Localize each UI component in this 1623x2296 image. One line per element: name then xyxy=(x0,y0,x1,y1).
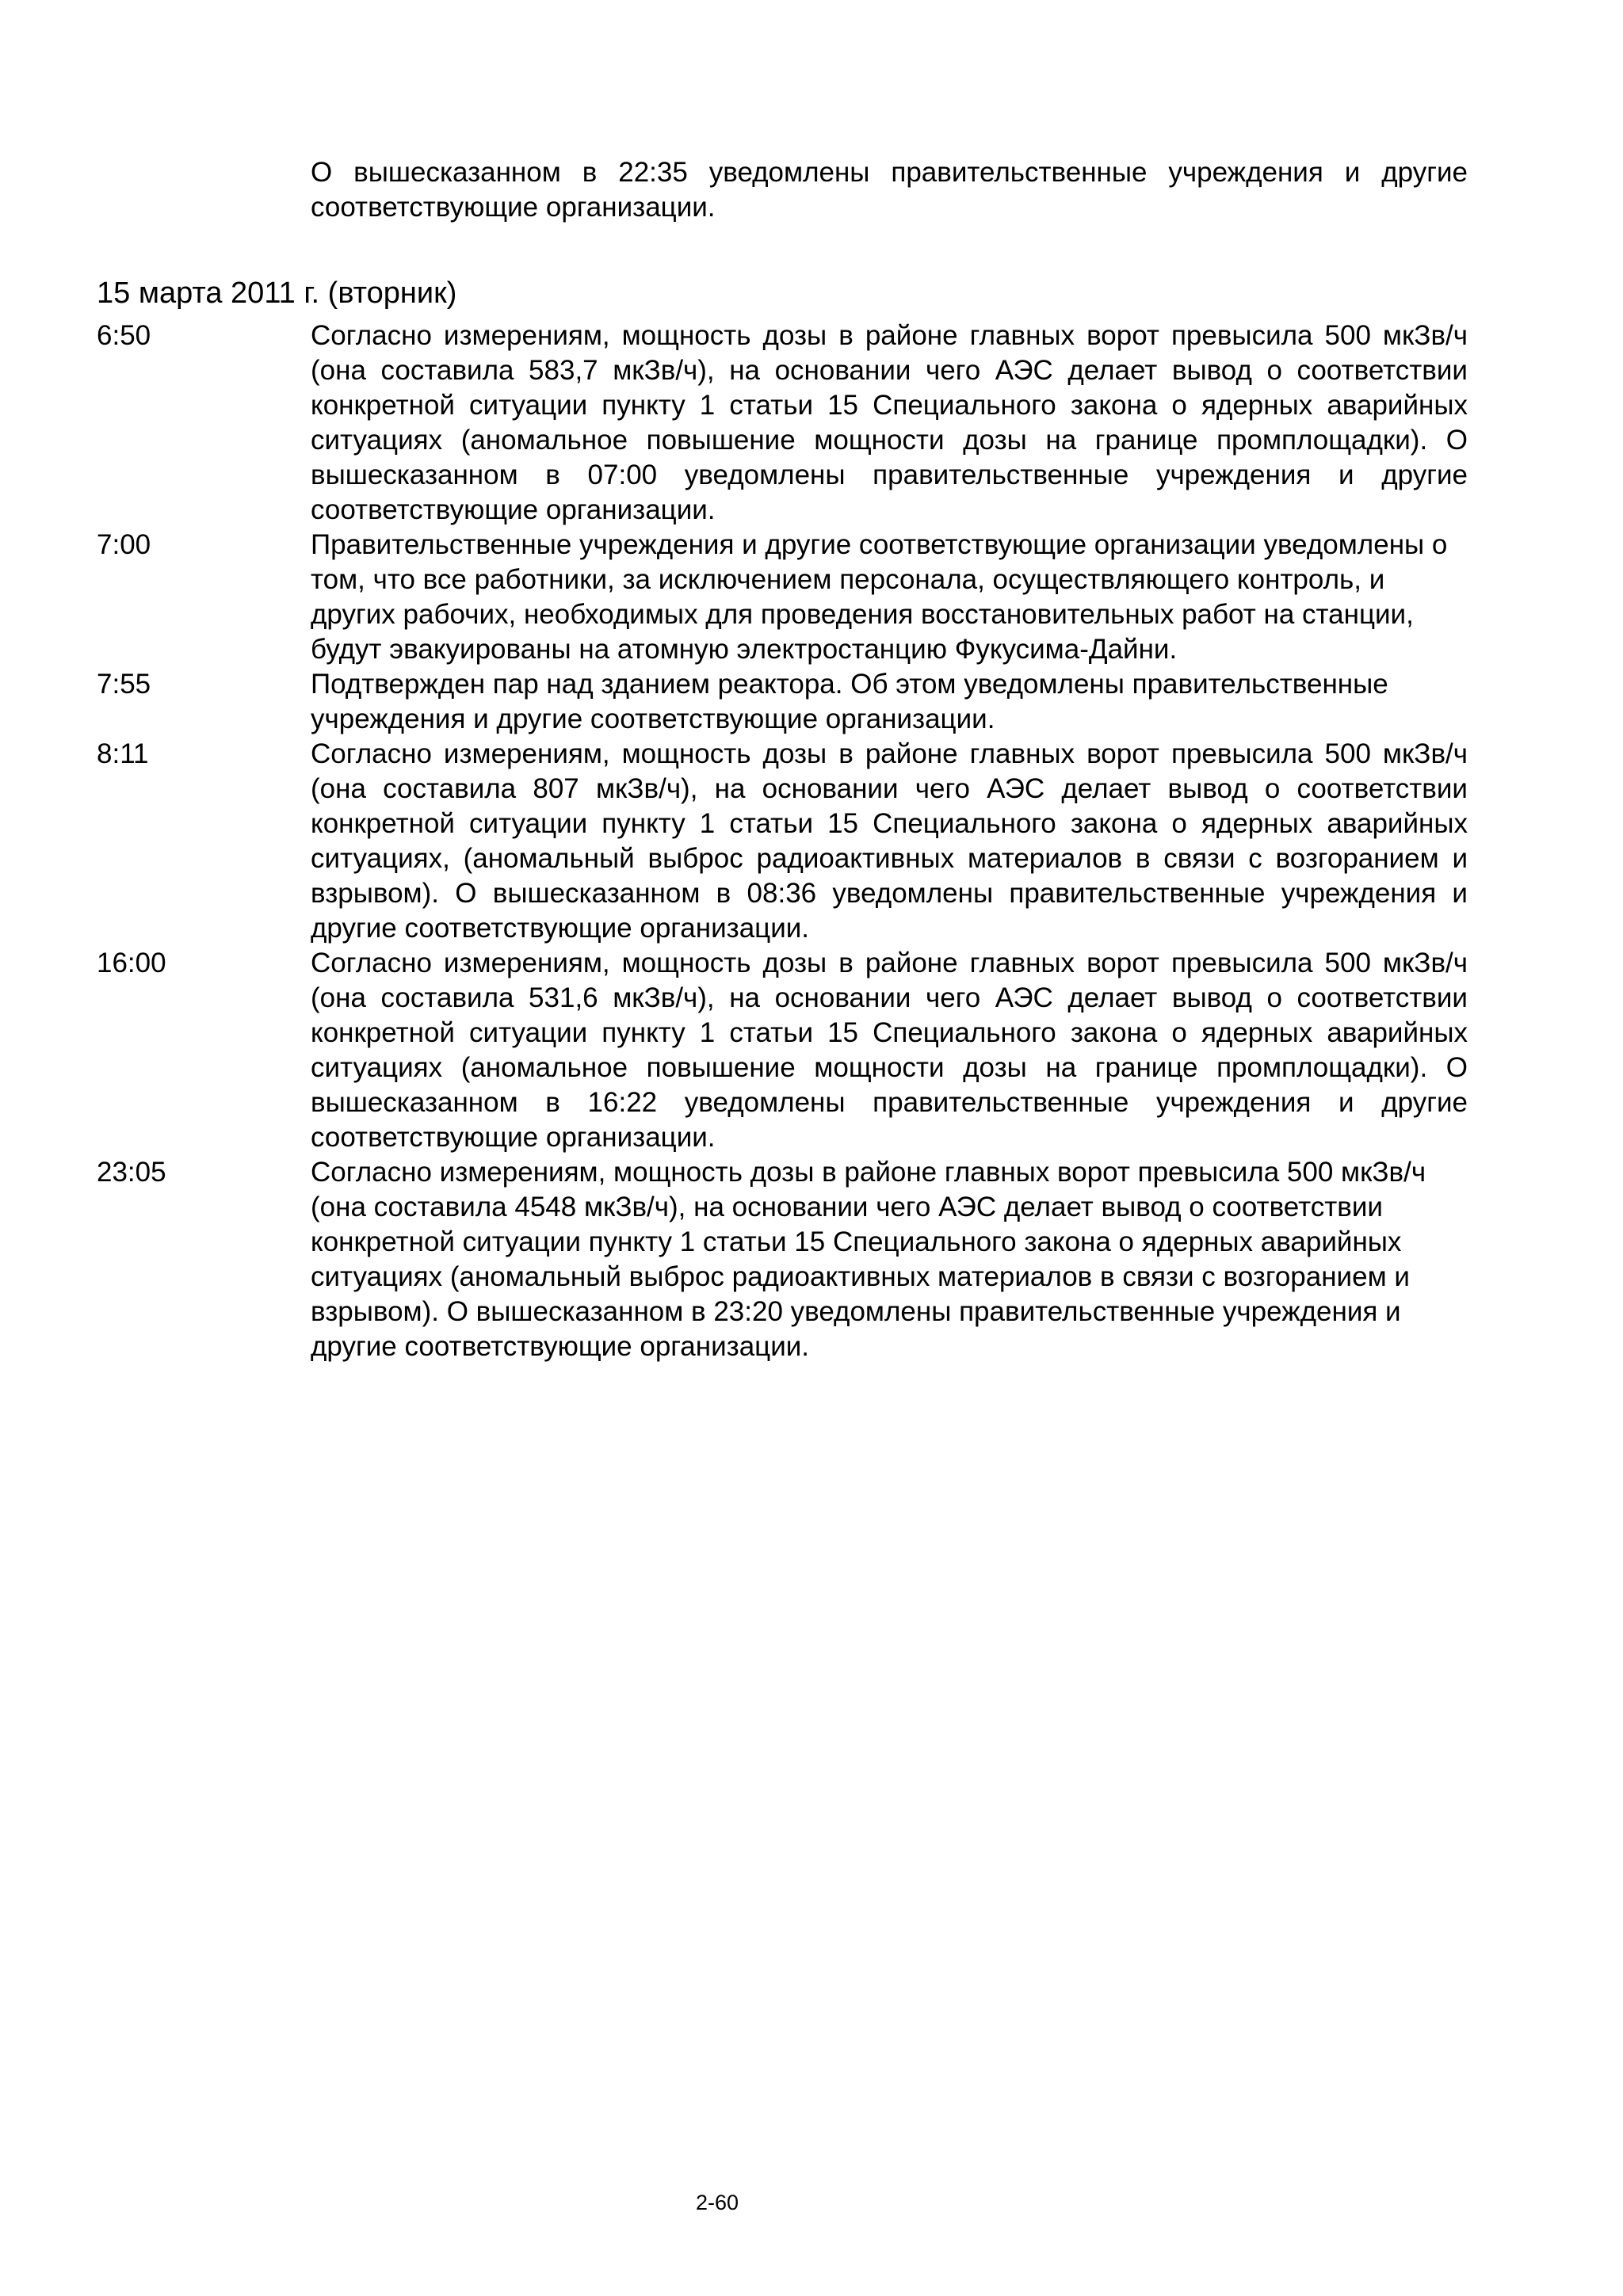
entry-text: Согласно измерениям, мощность дозы в районе главных ворот превысила 500 мкЗв/ч (она составила 583,7 мкЗв/ч), на основании чего АЭС делает вывод о соответствии конкретной ситуации пункту 1 статьи 15 Специального закона о ядерных аварийных ситуациях (аномальное повышение мощности дозы на границе промплощадки). О вышесказанном в 07:00 уведомлены правительственные учреждения и другие соответствующие организации. xyxy=(311,320,1468,525)
entry-time: 8:11 xyxy=(97,738,149,769)
timeline-entry xyxy=(97,946,1468,1155)
timeline-entries xyxy=(97,318,1468,1364)
entry-text: Подтвержден пар над зданием реактора. Об этом уведомлены правительственные учреждения и другие соответствующие организации. xyxy=(311,669,1388,734)
entry-text: Согласно измерениям, мощность дозы в районе главных ворот превысила 500 мкЗв/ч (она составила 4548 мкЗв/ч), на основании чего АЭС делает вывод о соответствии конкретной ситуации пункту 1 статьи 15 Специального закона о ядерных аварийных ситуациях (аномальный выброс радиоактивных материалов в связи с возгоранием и взрывом). О вышесказанном в 23:20 уведомлены правительственные учреждения и другие соответствующие организации. xyxy=(311,1157,1426,1362)
timeline-entry xyxy=(97,1155,1468,1364)
entry-time: 23:05 xyxy=(97,1157,166,1188)
date-heading: 15 марта 2011 г. (вторник) xyxy=(97,277,457,310)
entry-time: 6:50 xyxy=(97,320,151,351)
entry-time: 16:00 xyxy=(97,948,166,978)
timeline-entry xyxy=(97,318,1468,528)
entry-text: Согласно измерениям, мощность дозы в районе главных ворот превысила 500 мкЗв/ч (она составила 807 мкЗв/ч), на основании чего АЭС делает вывод о соответствии конкретной ситуации пункту 1 статьи 15 Специального закона о ядерных аварийных ситуациях, (аномальный выброс радиоактивных материалов в связи с возгоранием и взрывом). О вышесказанном в 08:36 уведомлены правительственные учреждения и другие соответствующие организации. xyxy=(311,738,1468,944)
timeline-entry xyxy=(97,528,1468,667)
intro-paragraph: О вышесказанном в 22:35 уведомлены правительственные учреждения и другие соответствующие организации. xyxy=(311,157,1468,223)
timeline-entry xyxy=(97,667,1468,737)
page-number: 2-60 xyxy=(695,2191,739,2214)
timeline-entry xyxy=(97,737,1468,946)
entry-time: 7:00 xyxy=(97,529,151,560)
entry-text: Согласно измерениям, мощность дозы в районе главных ворот превысила 500 мкЗв/ч (она составила 531,6 мкЗв/ч), на основании чего АЭС делает вывод о соответствии конкретной ситуации пункту 1 статьи 15 Специального закона о ядерных аварийных ситуациях (аномальное повышение мощности дозы на границе промплощадки). О вышесказанном в 16:22 уведомлены правительственные учреждения и другие соответствующие организации. xyxy=(311,948,1468,1153)
entry-time: 7:55 xyxy=(97,669,151,700)
entry-text: Правительственные учреждения и другие соответствующие организации уведомлены о том, что все работники, за исключением персонала, осуществляющего контроль, и других рабочих, необходимых для проведения восстановительных работ на станции, будут эвакуированы на атомную электростанцию Фукусима-Дайни. xyxy=(311,529,1448,665)
